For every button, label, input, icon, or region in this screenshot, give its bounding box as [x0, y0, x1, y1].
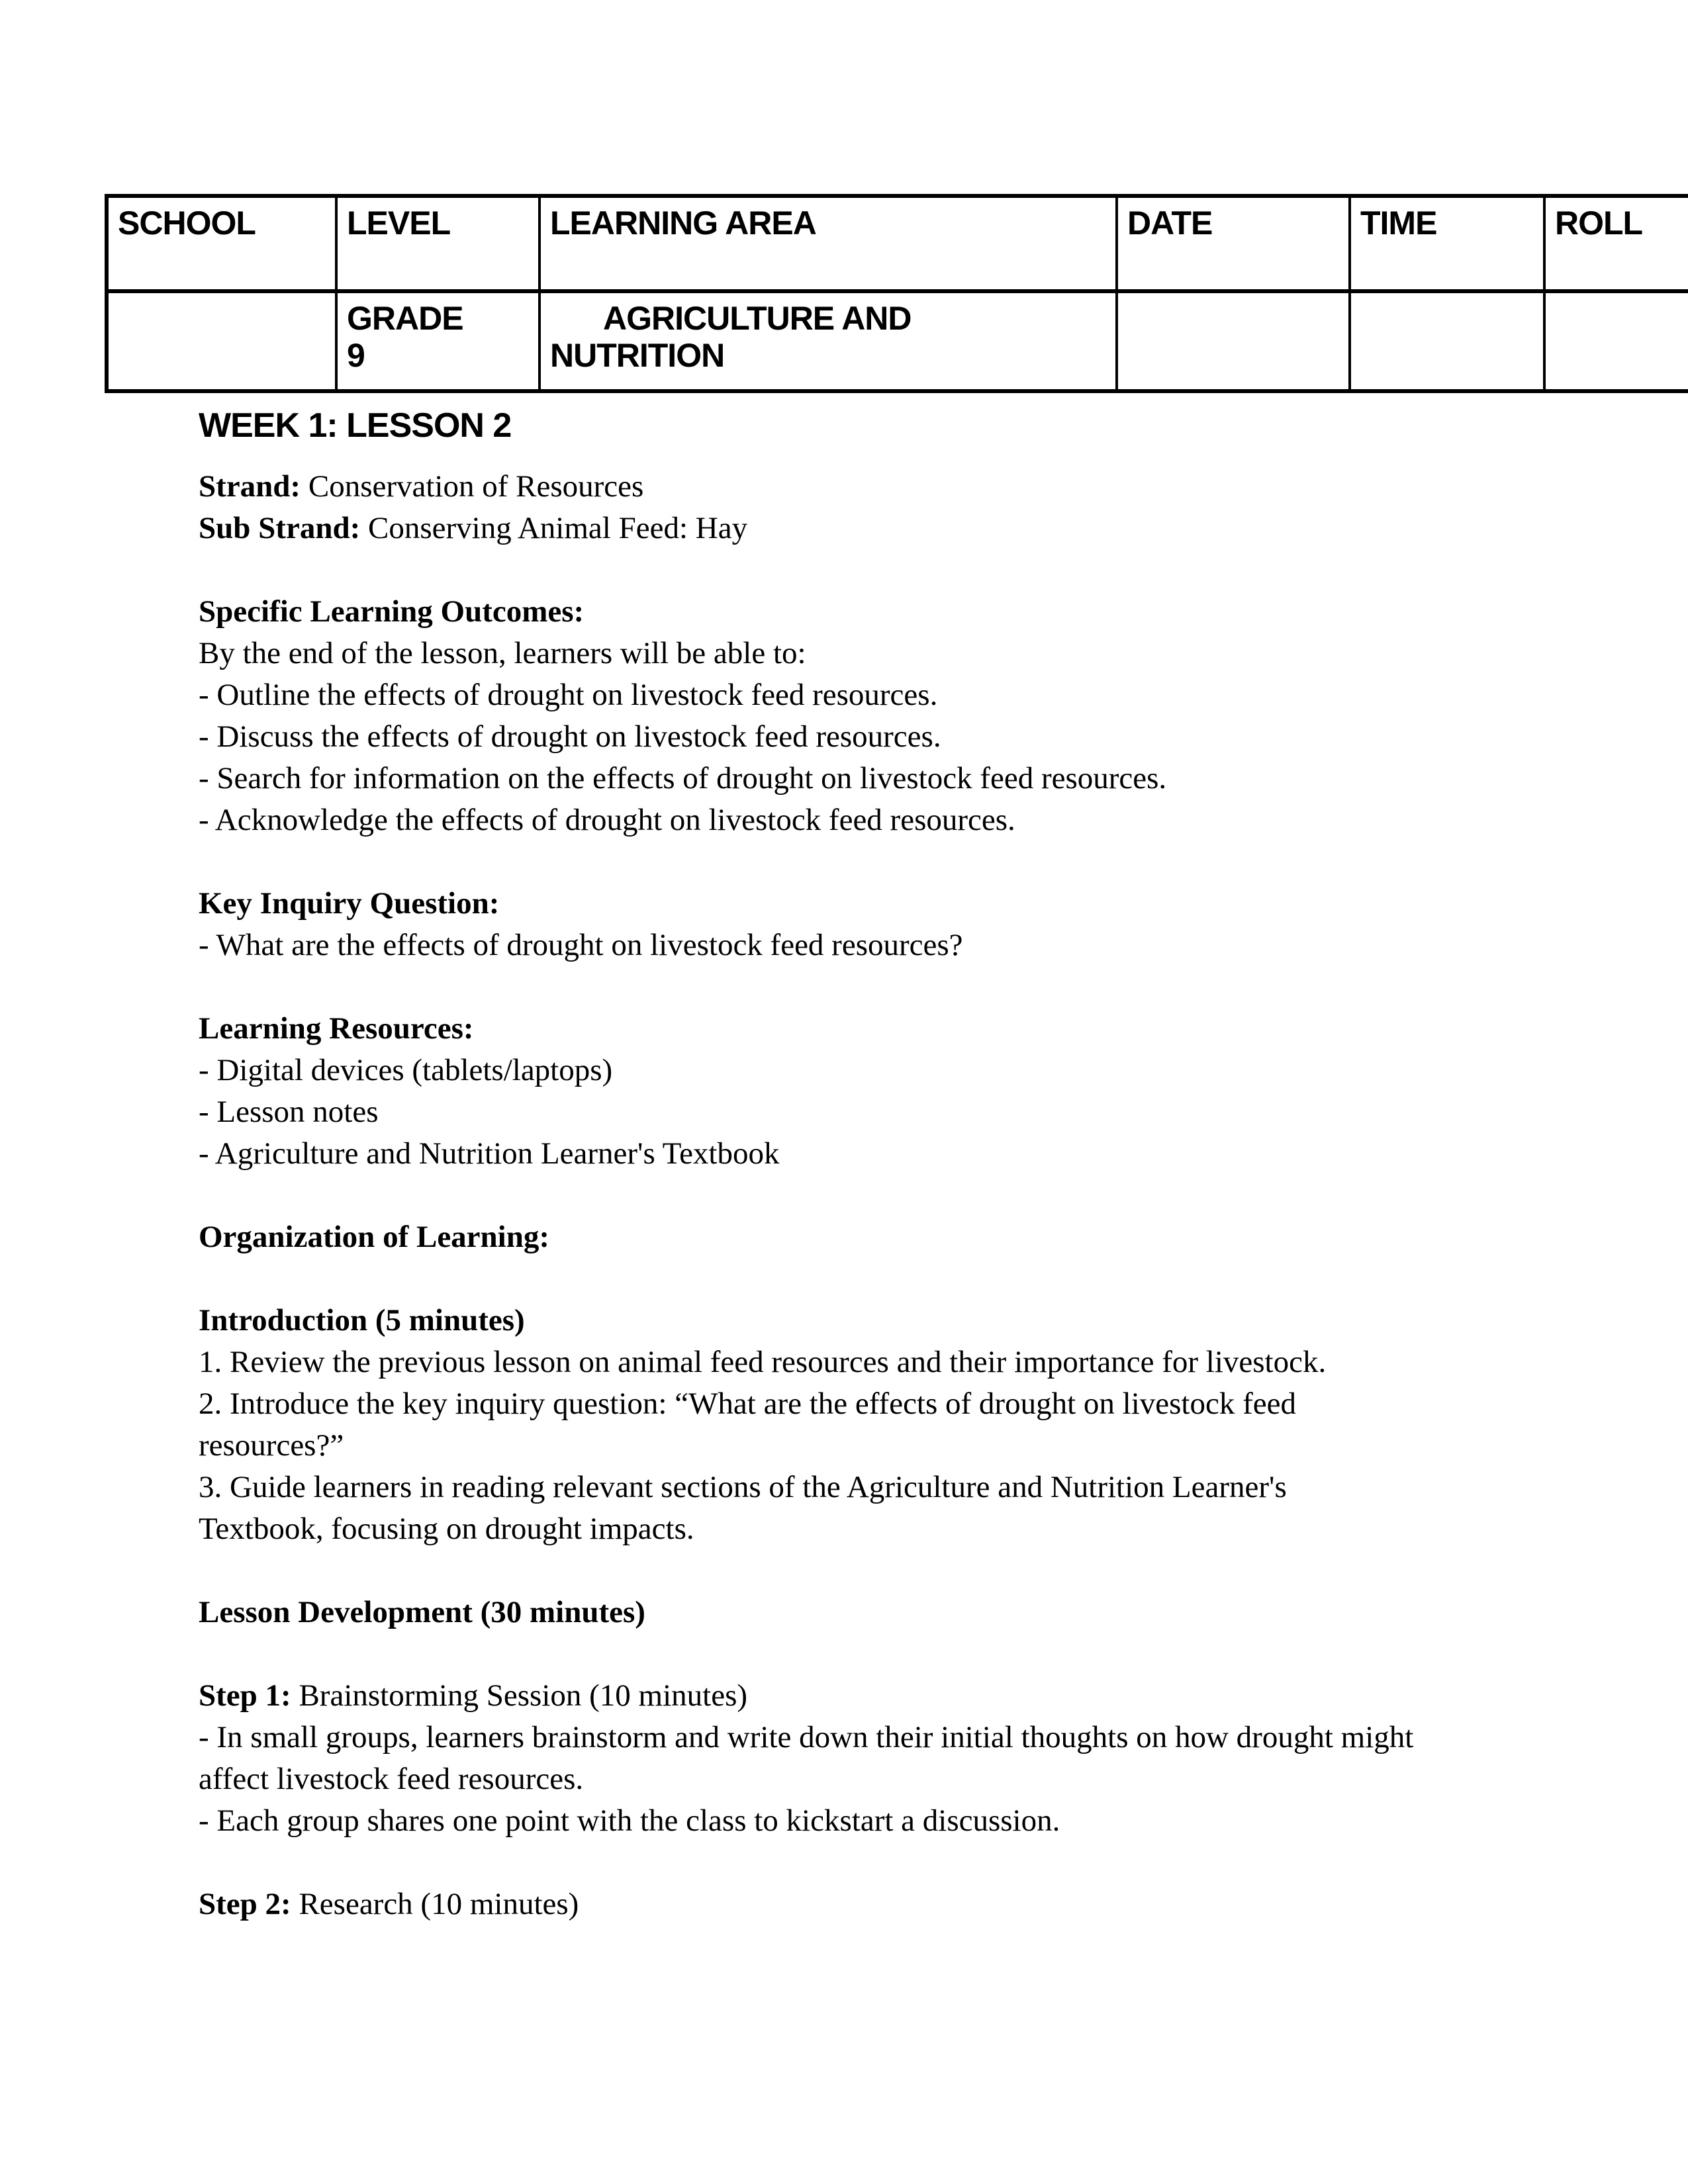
strand-line	[199, 466, 1496, 508]
key-inquiry-heading: Key Inquiry Question:	[199, 886, 500, 921]
learning-area-header-cell: LEARNING AREA	[539, 196, 1117, 291]
strand-value: Conservation of Resources	[301, 469, 644, 504]
date-header-cell: DATE	[1117, 196, 1350, 291]
strand-label: Strand:	[199, 469, 301, 504]
key-inquiry-question: - What are the effects of drought on livestock feed resources?	[199, 928, 963, 962]
grade-label-line2: 9	[347, 337, 365, 374]
learning-area-value-cell	[539, 291, 1117, 391]
time-header-cell: TIME	[1350, 196, 1544, 291]
date-value-cell	[1117, 291, 1350, 391]
lesson-info-table	[105, 194, 1688, 393]
outcome-item: - Acknowledge the effects of drought on livestock feed resources.	[199, 803, 1015, 837]
table-value-row	[107, 291, 1688, 391]
school-label: SCHOOL	[118, 205, 256, 242]
step1-bullet-continued: affect livestock feed resources.	[199, 1762, 584, 1796]
step2-heading	[199, 1884, 1496, 1925]
organization-heading: Organization of Learning:	[199, 1220, 550, 1254]
resource-item: - Lesson notes	[199, 1095, 379, 1129]
grade-label-line1: GRADE	[347, 300, 463, 337]
step2-title: Research (10 minutes)	[291, 1887, 579, 1921]
step1-label: Step 1:	[199, 1678, 291, 1713]
sub-strand-label: Sub Strand:	[199, 511, 361, 545]
lesson-development-heading: Lesson Development (30 minutes)	[199, 1595, 645, 1629]
roll-value-cell	[1544, 291, 1688, 391]
roll-header-cell: ROLL	[1544, 196, 1688, 291]
outcome-item: - Search for information on the effects of drought on livestock feed resources.	[199, 761, 1167, 796]
learning-area-value-line1: AGRICULTURE AND	[603, 300, 912, 337]
introduction-step: 2. Introduce the key inquiry question: “What are the effects of drought on livestock feed	[199, 1387, 1296, 1421]
outcomes-intro: By the end of the lesson, learners will be able to:	[199, 636, 806, 670]
step1-title: Brainstorming Session (10 minutes)	[291, 1678, 748, 1713]
resource-item: - Digital devices (tablets/laptops)	[199, 1053, 613, 1087]
introduction-step-continued: Textbook, focusing on drought impacts.	[199, 1512, 694, 1546]
introduction-step: 1. Review the previous lesson on animal feed resources and their importance for livestock.	[199, 1345, 1327, 1379]
outcomes-heading: Specific Learning Outcomes:	[199, 594, 585, 629]
outcome-item: - Discuss the effects of drought on livestock feed resources.	[199, 719, 941, 754]
step1-bullet: - In small groups, learners brainstorm and write down their initial thoughts on how drought might	[199, 1720, 1414, 1754]
sub-strand-value: Conserving Animal Feed: Hay	[360, 511, 748, 545]
step1-heading	[199, 1675, 1496, 1717]
time-value-cell	[1350, 291, 1544, 391]
school-value-cell	[107, 291, 336, 391]
resources-heading: Learning Resources:	[199, 1011, 474, 1046]
school-cell	[107, 196, 336, 291]
resource-item: - Agriculture and Nutrition Learner's Textbook	[199, 1136, 780, 1171]
level-header-cell: LEVEL	[336, 196, 539, 291]
grade-value-cell	[336, 291, 539, 391]
outcome-item: - Outline the effects of drought on livestock feed resources.	[199, 678, 938, 712]
week-lesson-title: WEEK 1: LESSON 2	[199, 406, 512, 445]
introduction-step: 3. Guide learners in reading relevant sections of the Agriculture and Nutrition Learner's	[199, 1470, 1287, 1504]
introduction-step-continued: resources?”	[199, 1428, 344, 1463]
step1-bullet: - Each group shares one point with the class to kickstart a discussion.	[199, 1803, 1060, 1838]
table-header-row	[107, 196, 1688, 291]
learning-area-value-line2: NUTRITION	[550, 337, 725, 374]
step2-label: Step 2:	[199, 1887, 291, 1921]
introduction-heading: Introduction (5 minutes)	[199, 1303, 525, 1338]
lesson-body	[199, 466, 1496, 1925]
sub-strand-line	[199, 508, 1496, 549]
